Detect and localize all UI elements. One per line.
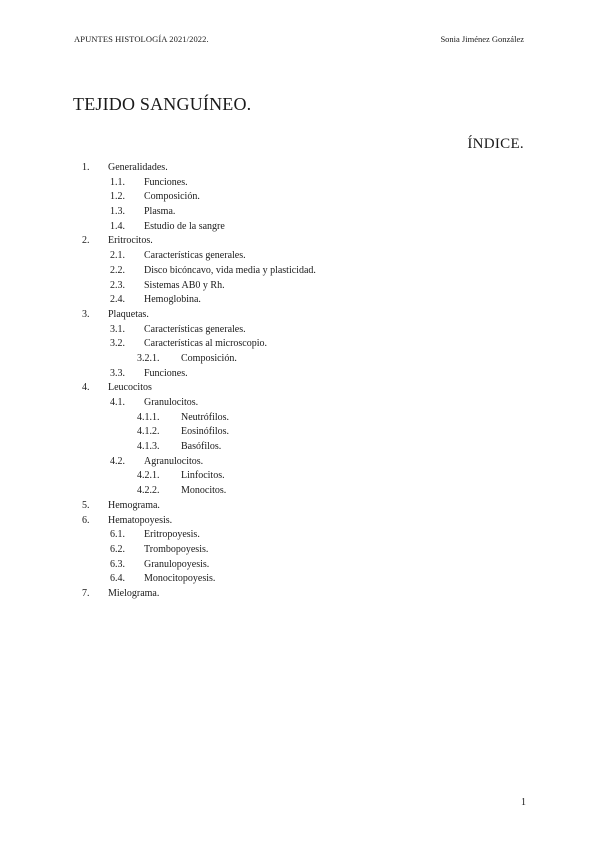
toc-item-label: Características generales. <box>144 250 246 262</box>
toc-item-label: Eritropoyesis. <box>144 529 200 541</box>
toc-item-label: Plaquetas. <box>108 308 149 320</box>
toc-item-number: 1.2. <box>110 191 125 203</box>
toc-item-label: Monocitopoyesis. <box>144 573 216 585</box>
toc-item-label: Agranulocitos. <box>144 455 204 467</box>
toc-item-number: 4.1.3. <box>137 441 160 453</box>
toc-item-number: 1.1. <box>110 176 125 188</box>
toc-item-number: 2.1. <box>110 250 125 262</box>
toc-item-label: Eritrocitos. <box>108 235 153 247</box>
toc-item-label: Eosinófilos. <box>181 426 230 438</box>
toc-item-label: Mielograma. <box>108 587 160 599</box>
toc-item-number: 3.2.1. <box>137 352 160 364</box>
toc-item-number: 3. <box>82 308 90 320</box>
toc-item <box>0 425 600 440</box>
toc-item-number: 6.2. <box>110 543 125 555</box>
toc-item <box>0 558 600 573</box>
toc-item-number: 5. <box>82 499 90 511</box>
toc-item-number: 1. <box>82 162 90 173</box>
toc-item-number: 2. <box>82 235 90 247</box>
toc-item-label: Funciones. <box>144 367 188 379</box>
toc-item <box>0 455 600 470</box>
toc-item-label: Composición. <box>144 191 200 203</box>
toc-item-number: 4.2.1. <box>137 470 160 482</box>
toc-item-number: 3.3. <box>110 367 125 379</box>
toc-item-label: Hematopoyesis. <box>108 514 173 526</box>
toc-item <box>0 528 600 543</box>
toc-item-label: Estudio de la sangre <box>144 220 225 232</box>
toc-item <box>0 411 600 426</box>
toc-item-number: 4. <box>82 382 90 394</box>
toc-item <box>0 337 600 352</box>
toc-item-number: 6. <box>82 514 90 526</box>
toc-item-number: 6.3. <box>110 558 125 570</box>
toc-item-number: 4.1. <box>110 397 125 408</box>
toc-item <box>0 249 600 264</box>
toc-item-label: Hemograma. <box>108 499 160 511</box>
toc-item-label: Neutrófilos. <box>181 411 230 423</box>
toc-item <box>0 279 600 294</box>
toc-item-number: 2.3. <box>110 279 125 291</box>
toc-item-label: Disco bicóncavo, vida media y plasticidad. <box>144 264 316 276</box>
toc-item-number: 3.1. <box>110 323 125 335</box>
toc-item-number: 3.2. <box>110 338 125 350</box>
toc-item-label: Linfocitos. <box>181 470 225 482</box>
table-of-contents <box>0 161 600 602</box>
toc-item <box>0 572 600 587</box>
toc-item <box>0 514 600 529</box>
toc-item-number: 4.2. <box>110 455 125 467</box>
document-title: TEJIDO SANGUÍNEO. <box>73 94 252 114</box>
toc-item <box>0 190 600 205</box>
toc-item <box>0 469 600 484</box>
toc-item-label: Granulocitos. <box>144 397 199 408</box>
toc-item-number: 4.2.2. <box>137 485 160 497</box>
toc-item <box>0 587 600 602</box>
toc-item-label: Características generales. <box>144 323 246 335</box>
index-heading: ÍNDICE. <box>467 136 524 152</box>
toc-item <box>0 352 600 367</box>
toc-item <box>0 543 600 558</box>
toc-item-number: 4.1.1. <box>137 411 160 423</box>
toc-item <box>0 381 600 396</box>
header-author: Sonia Jiménez González <box>440 34 524 44</box>
toc-item <box>0 308 600 323</box>
toc-item-label: Hemoglobina. <box>144 294 201 306</box>
toc-item-label: Plasma. <box>144 206 176 218</box>
toc-item-label: Basófilos. <box>181 441 222 453</box>
toc-item-number: 2.2. <box>110 264 125 276</box>
toc-item-label: Sistemas AB0 y Rh. <box>144 279 225 291</box>
toc-item <box>0 499 600 514</box>
toc-item-label: Monocitos. <box>181 485 227 497</box>
toc-item-number: 1.3. <box>110 206 125 218</box>
toc-item <box>0 176 600 191</box>
toc-item-number: 1.4. <box>110 220 125 232</box>
toc-item-number: 7. <box>82 587 90 599</box>
toc-item <box>0 161 600 176</box>
toc-item-number: 2.4. <box>110 294 125 306</box>
toc-item-label: Funciones. <box>144 176 188 188</box>
toc-item <box>0 264 600 279</box>
toc-item <box>0 234 600 249</box>
toc-item-label: Generalidades. <box>108 162 168 173</box>
toc-item-number: 6.1. <box>110 529 125 541</box>
header-course-title: APUNTES HISTOLOGÍA 2021/2022. <box>74 34 209 44</box>
toc-item <box>0 484 600 499</box>
toc-item-label: Características al microscopio. <box>144 338 268 350</box>
toc-item-number: 4.1.2. <box>137 426 160 438</box>
toc-item <box>0 220 600 235</box>
toc-item <box>0 396 600 411</box>
toc-item <box>0 293 600 308</box>
toc-item <box>0 440 600 455</box>
toc-item-label: Trombopoyesis. <box>144 543 209 555</box>
toc-item <box>0 205 600 220</box>
toc-item-label: Granulopoyesis. <box>144 558 210 570</box>
toc-item <box>0 367 600 382</box>
toc-item-label: Composición. <box>181 352 237 364</box>
toc-item-label: Leucocitos <box>108 382 152 394</box>
page-number: 1 <box>521 797 526 808</box>
toc-item <box>0 323 600 338</box>
toc-item-number: 6.4. <box>110 573 125 585</box>
